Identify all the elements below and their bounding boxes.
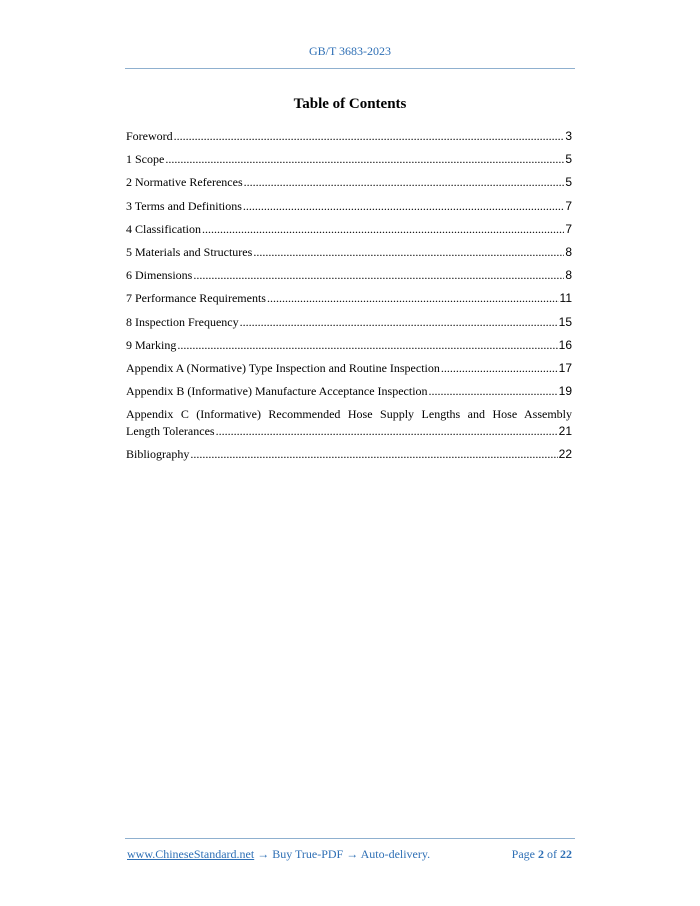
toc-entry-appendix-a[interactable]	[126, 360, 572, 377]
toc-dot-leader	[441, 360, 558, 377]
toc-entry-label: 6 Dimensions	[126, 268, 193, 283]
toc-page-number: 5	[565, 175, 572, 190]
toc-entry-label-line2: Length Tolerances	[126, 424, 215, 439]
total-pages-number: 22	[560, 847, 572, 861]
toc-entry-bibliography[interactable]	[126, 446, 572, 463]
toc-entry-label: Appendix A (Normative) Type Inspection and Routine Inspection	[126, 360, 440, 375]
toc-entry-foreword[interactable]	[126, 128, 572, 145]
toc-dot-leader	[190, 446, 557, 463]
of-label: of	[547, 847, 557, 861]
toc-dot-leader	[253, 244, 564, 261]
toc-entry-label: 4 Classification	[126, 221, 201, 236]
toc-entry-performance-requirements[interactable]	[126, 290, 572, 307]
toc-page-number: 15	[558, 314, 572, 329]
page-indicator	[512, 847, 572, 862]
toc-dot-leader	[177, 337, 557, 354]
toc-dot-leader	[216, 423, 558, 440]
toc-page-number: 8	[565, 244, 572, 259]
toc-page-number: 5	[565, 152, 572, 167]
toc-page-number: 22	[558, 447, 572, 462]
toc-entry-label: 9 Marking	[126, 337, 177, 352]
toc-entry-label: 3 Terms and Definitions	[126, 198, 242, 213]
toc-dot-leader	[243, 198, 564, 215]
toc-dot-leader	[244, 174, 565, 191]
toc-dot-leader	[429, 383, 558, 400]
toc-dot-leader	[240, 314, 558, 331]
toc-entry-normative-references[interactable]	[126, 174, 572, 191]
toc-dot-leader	[267, 290, 559, 307]
page-label: Page	[511, 847, 535, 861]
footer-divider	[125, 838, 575, 839]
current-page-number: 2	[538, 847, 544, 861]
toc-page-number: 17	[558, 360, 572, 375]
toc-page-number: 19	[558, 384, 572, 399]
toc-entry-classification[interactable]	[126, 221, 572, 238]
toc-entry-label: Foreword	[126, 129, 173, 143]
toc-entry-label: Appendix B (Informative) Manufacture Acceptance Inspection	[126, 384, 428, 399]
toc-entry-appendix-c[interactable]	[126, 406, 572, 440]
toc-entry-label: Bibliography	[126, 447, 190, 462]
toc-entry-label-line1: Appendix C (Informative) Recommended Hose Supply Lengths and Hose Assembly	[126, 407, 572, 422]
toc-entry-materials-and-structures[interactable]	[126, 244, 572, 261]
toc-page-number: 7	[565, 198, 572, 213]
toc-page-number: 3	[565, 129, 572, 143]
toc-page-number: 16	[558, 337, 572, 352]
page-header: GB/T 3683-2023	[308, 44, 392, 58]
toc-page-number: 8	[565, 268, 572, 283]
toc-entry-label: 7 Performance Requirements	[126, 291, 266, 306]
toc-entry-terms-and-definitions[interactable]	[126, 198, 572, 215]
header-divider	[125, 68, 575, 69]
toc-entry-line2	[126, 423, 572, 440]
toc-entry-appendix-b[interactable]	[126, 383, 572, 400]
toc-dot-leader	[165, 151, 564, 168]
toc-page-number: 21	[558, 424, 572, 439]
toc-entry-label: 2 Normative References	[126, 175, 243, 190]
footer-tagline: → Buy True-PDF → Auto-delivery.	[254, 847, 431, 861]
table-of-contents	[126, 128, 572, 470]
toc-entry-label: 5 Materials and Structures	[126, 244, 253, 259]
footer-promo	[127, 847, 430, 862]
toc-dot-leader	[193, 267, 564, 284]
toc-title: Table of Contents	[293, 96, 407, 112]
toc-entry-dimensions[interactable]	[126, 267, 572, 284]
website-link[interactable]: www.ChineseStandard.net	[127, 847, 255, 861]
toc-entry-inspection-frequency[interactable]	[126, 314, 572, 331]
toc-entry-label: 1 Scope	[126, 152, 165, 167]
toc-page-number: 11	[559, 291, 572, 306]
toc-dot-leader	[202, 221, 564, 238]
toc-entry-label: 8 Inspection Frequency	[126, 314, 239, 329]
toc-entry-marking[interactable]	[126, 337, 572, 354]
toc-page-number: 7	[565, 221, 572, 236]
toc-dot-leader	[174, 128, 565, 145]
toc-entry-scope[interactable]	[126, 151, 572, 168]
